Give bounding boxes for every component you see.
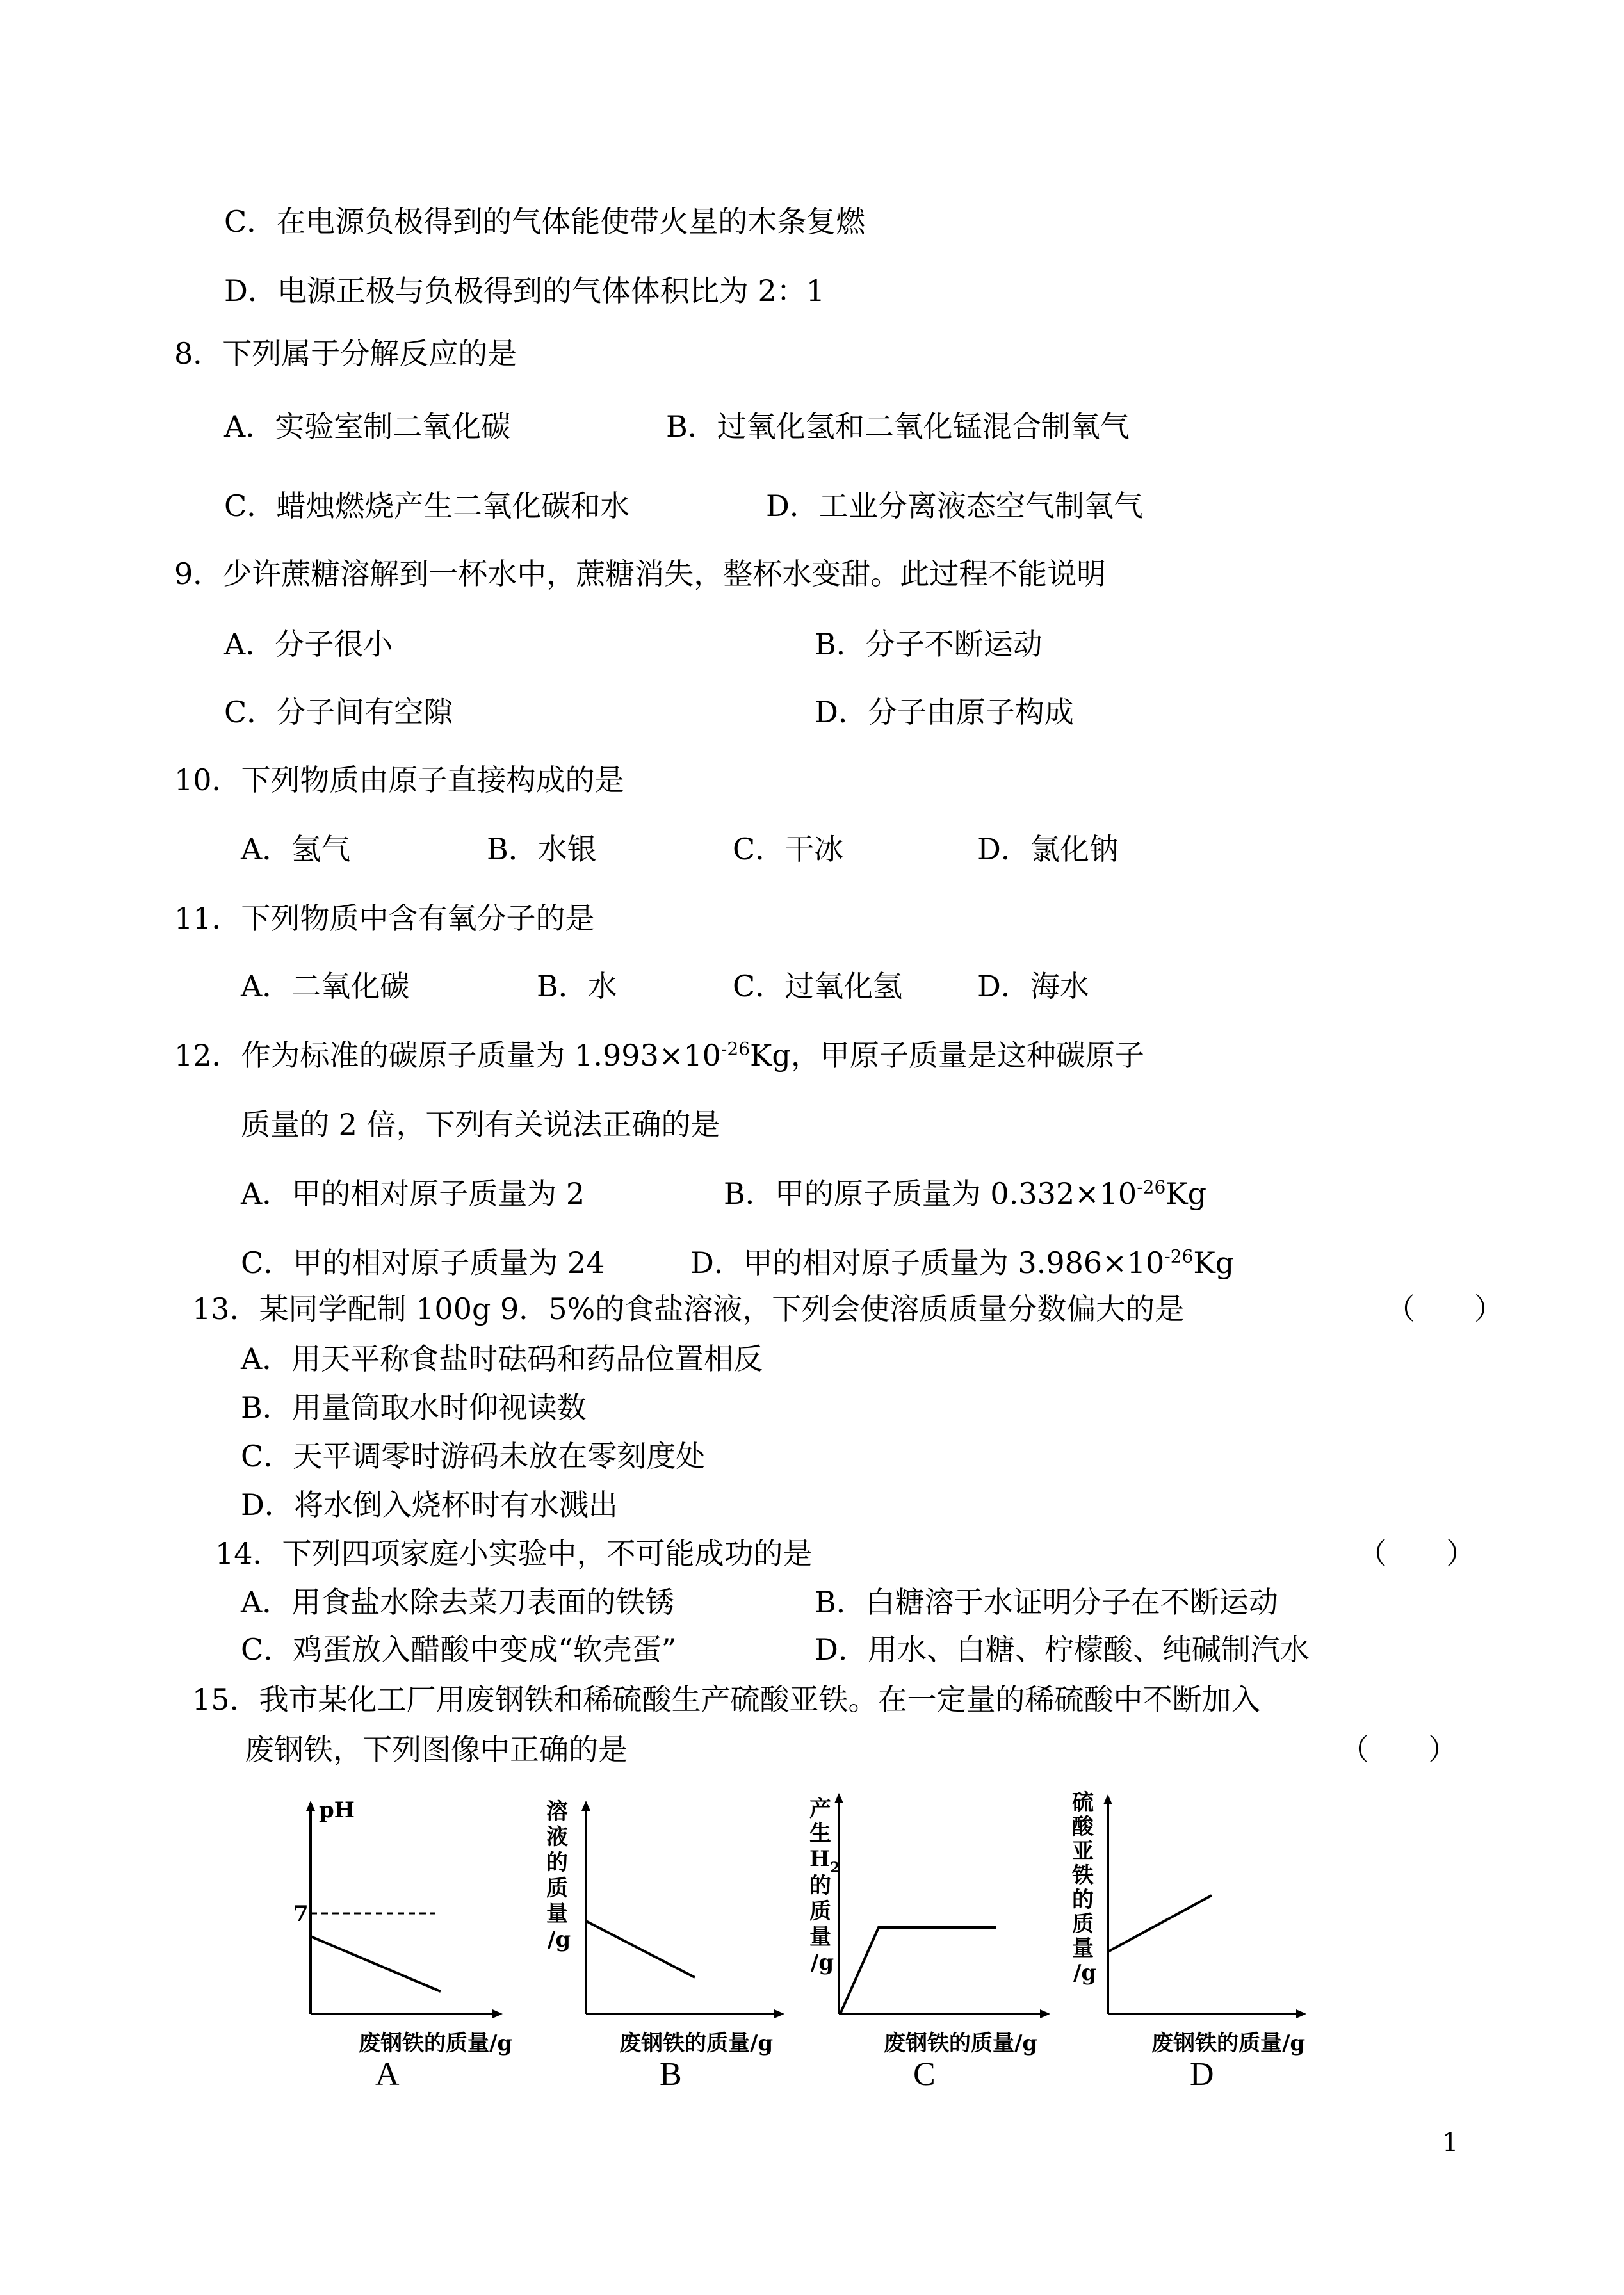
chart-c-xlabel: 废钢铁的质量/g	[884, 2031, 1038, 2056]
q8-option-d: D．工业分离液态空气制氧气	[766, 489, 1143, 523]
q8-option-b: B．过氧化氢和二氧化锰混合制氧气	[666, 409, 1130, 444]
q15-stem-line2: 废钢铁，下列图像中正确的是	[245, 1732, 628, 1767]
q13-option-b: B．用量筒取水时仰视读数	[241, 1390, 587, 1425]
q11-stem: 11．下列物质中含有氧分子的是	[174, 901, 595, 936]
chart-b-ylabel: 溶液的质量/g	[546, 1799, 571, 1952]
q12-option-b: B．甲的原子质量为 $0.332\times 10^{-26}Kg$	[724, 1176, 1207, 1211]
chart-a-xlabel: 废钢铁的质量/g	[359, 2031, 512, 2056]
q13-answer-bracket: （ ）	[1386, 1292, 1504, 1326]
chart-b-solution-mass	[541, 1793, 797, 2062]
q9-option-b: B．分子不断运动	[815, 627, 1043, 661]
q10-option-a: A．氢气	[241, 832, 351, 866]
q13-option-d: D．将水倒入烧杯时有水溅出	[241, 1488, 618, 1522]
q12-stem-line2: 质量的 2 倍，下列有关说法正确的是	[241, 1107, 720, 1142]
q13-stem: 13．某同学配制 100g 9．5%的食盐溶液，下列会使溶质质量分数偏大的是	[192, 1292, 1185, 1326]
q15-stem-line1: 15．我市某化工厂用废钢铁和稀硫酸生产硫酸亚铁。在一定量的稀硫酸中不断加入	[192, 1682, 1261, 1717]
q10-option-c: C．干冰	[733, 832, 844, 866]
q14-stem: 14．下列四项家庭小实验中，不可能成功的是	[215, 1536, 813, 1571]
chart-b-letter: B	[660, 2056, 682, 2093]
chart-d-ylabel: 硫酸亚铁的质量/g	[1072, 1790, 1097, 1986]
chart-d-letter: D	[1190, 2056, 1214, 2093]
q9-stem: 9．少许蔗糖溶解到一杯水中，蔗糖消失，整杯水变甜。此过程不能说明	[174, 556, 1107, 591]
q11-option-c: C．过氧化氢	[733, 969, 903, 1003]
chart-c-line	[840, 1927, 996, 2014]
q7-option-c: C．在电源负极得到的气体能使带火星的木条复燃	[224, 204, 866, 239]
q11-option-a: A．二氧化碳	[241, 969, 410, 1003]
chart-b-line	[586, 1921, 695, 1977]
q14-option-a: A．用食盐水除去菜刀表面的铁锈	[241, 1585, 675, 1619]
q14-answer-bracket: （ ）	[1358, 1536, 1475, 1571]
chart-a-ph	[282, 1793, 512, 2062]
q9-option-c: C．分子间有空隙	[224, 695, 453, 729]
q13-option-a: A．用天平称食盐时砝码和药品位置相反	[241, 1342, 763, 1376]
q12-option-d: D．甲的相对原子质量为 $3.986\times 10^{-26}Kg$	[690, 1245, 1235, 1280]
q10-stem: 10．下列物质由原子直接构成的是	[174, 763, 624, 797]
q8-option-a: A．实验室制二氧化碳	[224, 409, 511, 444]
chart-d-feso4-mass	[1063, 1787, 1332, 2062]
chart-a-tick-7: 7	[293, 1901, 309, 1927]
chart-d-xlabel: 废钢铁的质量/g	[1151, 2031, 1306, 2056]
chart-c-ylabel: 产生 $H_2$ 的质量/g	[809, 1796, 840, 1975]
q12-option-a: A．甲的相对原子质量为 2	[241, 1176, 585, 1211]
chart-a-letter: A	[375, 2056, 400, 2093]
q12-stem-line1: 12．作为标准的碳原子质量为 $1.993\times 10^{-26}Kg$，甲原子质量是这种碳原子	[174, 1038, 1144, 1073]
q12-option-c: C．甲的相对原子质量为 24	[241, 1245, 605, 1280]
q11-option-d: D．海水	[977, 969, 1089, 1003]
q14-option-b: B．白糖溶于水证明分子在不断运动	[815, 1585, 1278, 1619]
q14-option-c: C．鸡蛋放入醋酸中变成“软壳蛋”	[241, 1632, 677, 1667]
chart-a-line	[311, 1936, 441, 1991]
q10-option-b: B．水银	[487, 832, 597, 866]
q14-option-d: D．用水、白糖、柠檬酸、纯碱制汽水	[815, 1632, 1310, 1667]
q9-option-d: D．分子由原子构成	[815, 695, 1074, 729]
q9-option-a: A．分子很小	[224, 627, 393, 661]
q7-option-d: D．电源正极与负极得到的气体体积比为 2：1	[224, 273, 825, 308]
chart-d-line	[1108, 1895, 1212, 1952]
q10-option-d: D．氯化钠	[977, 832, 1119, 866]
q11-option-b: B．水	[537, 969, 617, 1003]
q13-option-c: C．天平调零时游码未放在零刻度处	[241, 1439, 706, 1473]
chart-c-h2-mass	[800, 1793, 1069, 2062]
q15-answer-bracket: （ ）	[1340, 1732, 1458, 1767]
q8-stem: 8．下列属于分解反应的是	[174, 336, 517, 371]
q8-option-c: C．蜡烛燃烧产生二氧化碳和水	[224, 489, 630, 523]
chart-b-xlabel: 废钢铁的质量/g	[619, 2031, 774, 2056]
page-number: 1	[1442, 2128, 1459, 2157]
chart-a-ylabel: pH	[319, 1797, 355, 1823]
chart-c-letter: C	[913, 2056, 936, 2093]
